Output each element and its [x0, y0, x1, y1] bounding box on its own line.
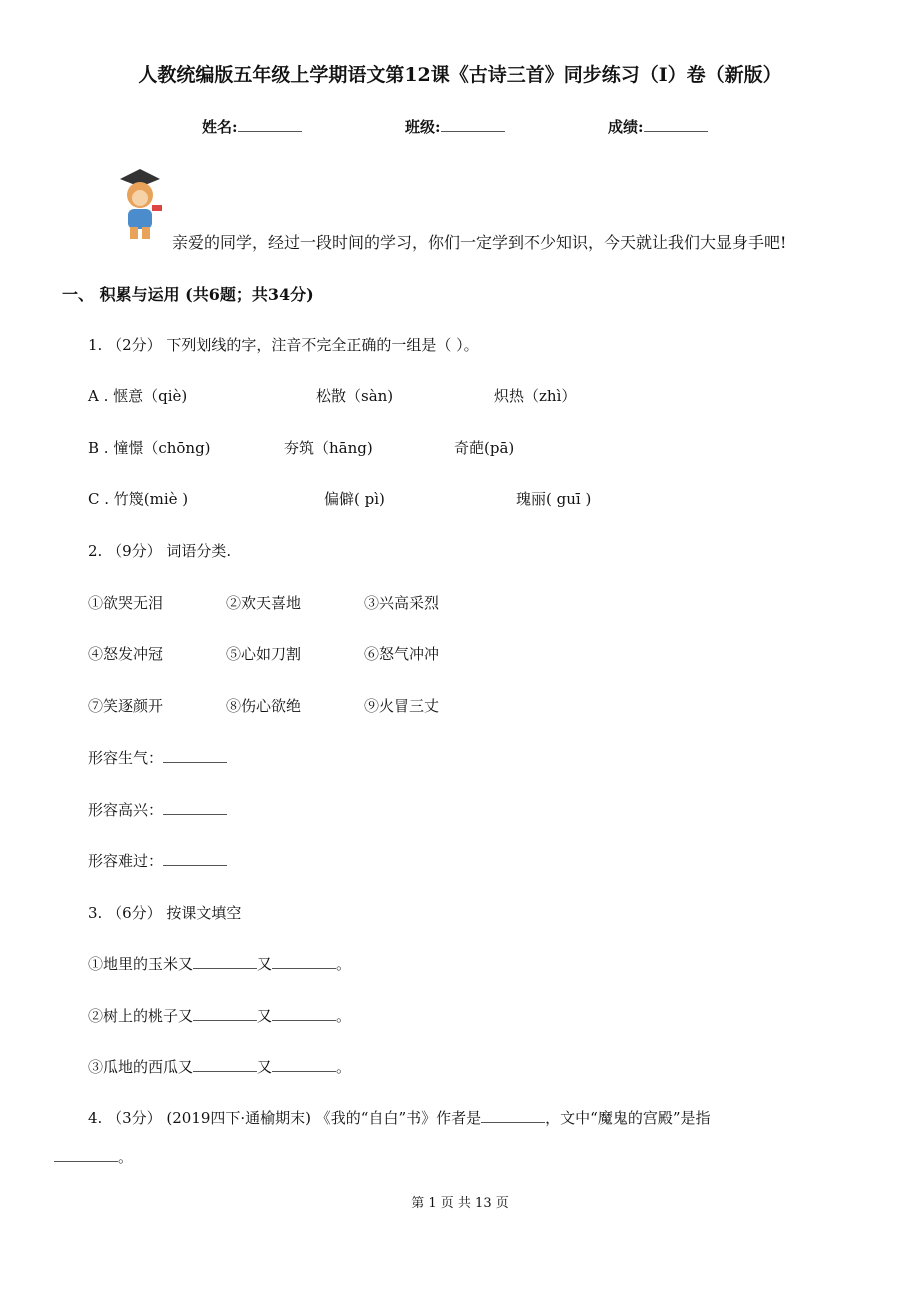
fill-line-3[interactable]	[88, 1056, 351, 1077]
fill-label: 形容生气：	[88, 749, 164, 767]
fill-text: ①地里的玉米又	[88, 955, 194, 973]
q4-text: 。	[118, 1148, 134, 1166]
section-heading: 一、 积累与运用 (共6题；共34分)	[62, 285, 314, 304]
score-label: 成绩:	[608, 118, 644, 136]
q4-text: 4. （3分） (2019四下·通榆期末) 《我的“自白”书》作者是	[88, 1109, 482, 1127]
fill-text: 又	[257, 1058, 273, 1076]
score-field[interactable]	[608, 116, 708, 137]
name-label: 姓名:	[202, 118, 238, 136]
fill-line-2[interactable]	[88, 1005, 351, 1026]
fill-text: ③瓜地的西瓜又	[88, 1058, 194, 1076]
name-field[interactable]	[202, 116, 302, 137]
page-footer: 第 1 页 共 13 页	[411, 1196, 509, 1211]
fill-text: 又	[257, 955, 273, 973]
word-item: ⑤心如刀割	[226, 645, 302, 663]
option-text: 偏僻( pì)	[324, 490, 385, 508]
class-label: 班级:	[405, 118, 441, 136]
intro-text: 亲爱的同学，经过一段时间的学习，你们一定学到不少知识，今天就让我们大显身手吧!	[172, 233, 787, 252]
option-text: 夯筑（hāng)	[284, 439, 373, 457]
fill-text: 。	[336, 1058, 352, 1076]
question-4[interactable]	[88, 1107, 711, 1128]
page-title: 人教统编版五年级上学期语文第12课《古诗三首》同步练习（I）卷（新版）	[138, 64, 782, 86]
option-text: 炽热（zhì）	[494, 387, 577, 405]
word-item: ⑨火冒三丈	[364, 697, 440, 715]
question-2: 2. （9分） 词语分类.	[88, 542, 232, 560]
word-item: ⑥怒气冲冲	[364, 645, 440, 663]
class-field[interactable]	[405, 116, 505, 137]
q4-text: ，文中“魔鬼的宫殿”是指	[545, 1109, 711, 1127]
question-1: 1. （2分） 下列划线的字，注音不完全正确的一组是（ ）。	[88, 336, 479, 354]
q4-blank-2[interactable]	[54, 1146, 133, 1167]
fill-angry[interactable]	[88, 747, 227, 768]
fill-label: 形容高兴：	[88, 801, 164, 819]
fill-sad[interactable]	[88, 850, 227, 871]
fill-happy[interactable]	[88, 799, 227, 820]
fill-line-1[interactable]	[88, 953, 351, 974]
mascot-image	[112, 165, 164, 245]
fill-text: 。	[336, 1007, 352, 1025]
word-item: ②欢天喜地	[226, 594, 302, 612]
fill-text: 。	[336, 955, 352, 973]
option-text: 松散（sàn)	[316, 387, 394, 405]
option-text: 瑰丽( guī )	[516, 490, 592, 508]
word-item: ⑦笑逐颜开	[88, 697, 164, 715]
word-item: ③兴高采烈	[364, 594, 440, 612]
fill-label: 形容难过：	[88, 852, 164, 870]
option-b: B . 憧憬（chōng)	[88, 439, 211, 457]
word-item: ①欲哭无泪	[88, 594, 164, 612]
option-c: C . 竹篾(miè )	[88, 490, 189, 508]
option-a: A . 惬意（qiè)	[88, 387, 188, 405]
fill-text: ②树上的桃子又	[88, 1007, 194, 1025]
question-3: 3. （6分） 按课文填空	[88, 904, 242, 922]
word-item: ⑧伤心欲绝	[226, 697, 302, 715]
option-text: 奇葩(pā)	[454, 439, 515, 457]
fill-text: 又	[257, 1007, 273, 1025]
word-item: ④怒发冲冠	[88, 645, 164, 663]
